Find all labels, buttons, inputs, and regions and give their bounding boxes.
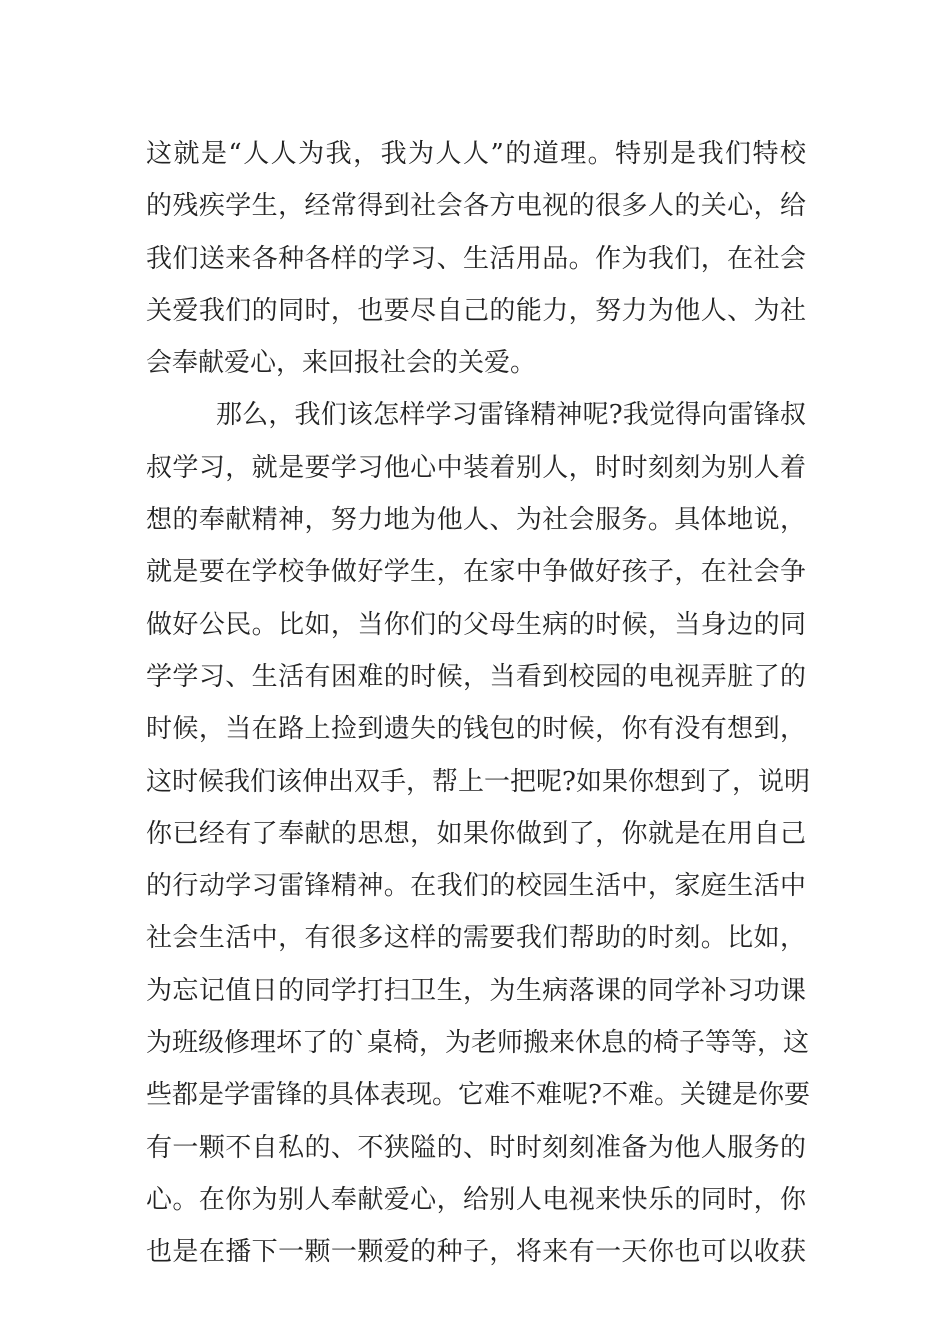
text-line: 也是在播下一颗一颗爱的种子，将来有一天你也可以收获 — [146, 1237, 806, 1268]
text-line: 做好公民。比如，当你们的父母生病的时候，当身边的同 — [146, 609, 806, 640]
text-line: 些都是学雷锋的具体表现。它难不难呢?不难。关键是你要 — [146, 1080, 810, 1111]
text-line: 会奉献爱心，来回报社会的关爱。 — [146, 348, 537, 379]
text-line: 的行动学习雷锋精神。在我们的校园生活中，家庭生活中 — [146, 871, 806, 902]
text-line: 想的奉献精神，努力地为他人、为社会服务。具体地说， — [146, 505, 806, 536]
text-line: 叔学习，就是要学习他心中装着别人，时时刻刻为别人着 — [146, 452, 806, 483]
text-line: 你已经有了奉献的思想，如果你做到了，你就是在用自己 — [146, 818, 806, 849]
text-line: 为忘记值日的同学打扫卫生，为生病落课的同学补习功课 — [146, 975, 806, 1006]
body-text — [146, 128, 810, 1279]
text-line: 学学习、生活有困难的时候，当看到校园的电视弄脏了的 — [146, 661, 806, 692]
text-line: 时候，当在路上捡到遗失的钱包的时候，你有没有想到， — [146, 714, 806, 745]
text-line: 有一颗不自私的、不狭隘的、时时刻刻准备为他人服务的 — [146, 1132, 806, 1163]
text-line: 为班级修理坏了的`桌椅，为老师搬来休息的椅子等等，这 — [146, 1028, 810, 1059]
text-line: 这时候我们该伸出双手，帮上一把呢?如果你想到了，说明 — [146, 766, 810, 797]
text-line: 那么，我们该怎样学习雷锋精神呢?我觉得向雷锋叔 — [216, 400, 806, 431]
text-line: 心。在你为别人奉献爱心，给别人电视来快乐的同时，你 — [146, 1184, 806, 1215]
text-line: 关爱我们的同时，也要尽自己的能力，努力为他人、为社 — [146, 295, 806, 326]
text-line: 的残疾学生，经常得到社会各方电视的很多人的关心，给 — [146, 191, 806, 222]
text-line: 就是要在学校争做好学生，在家中争做好孩子，在社会争 — [146, 557, 806, 588]
text-line: 我们送来各种各样的学习、生活用品。作为我们，在社会 — [146, 243, 806, 274]
text-line: 社会生活中，有很多这样的需要我们帮助的时刻。比如， — [146, 923, 806, 954]
text-line: 这就是“人人为我，我为人人”的道理。特别是我们特校 — [146, 139, 806, 169]
